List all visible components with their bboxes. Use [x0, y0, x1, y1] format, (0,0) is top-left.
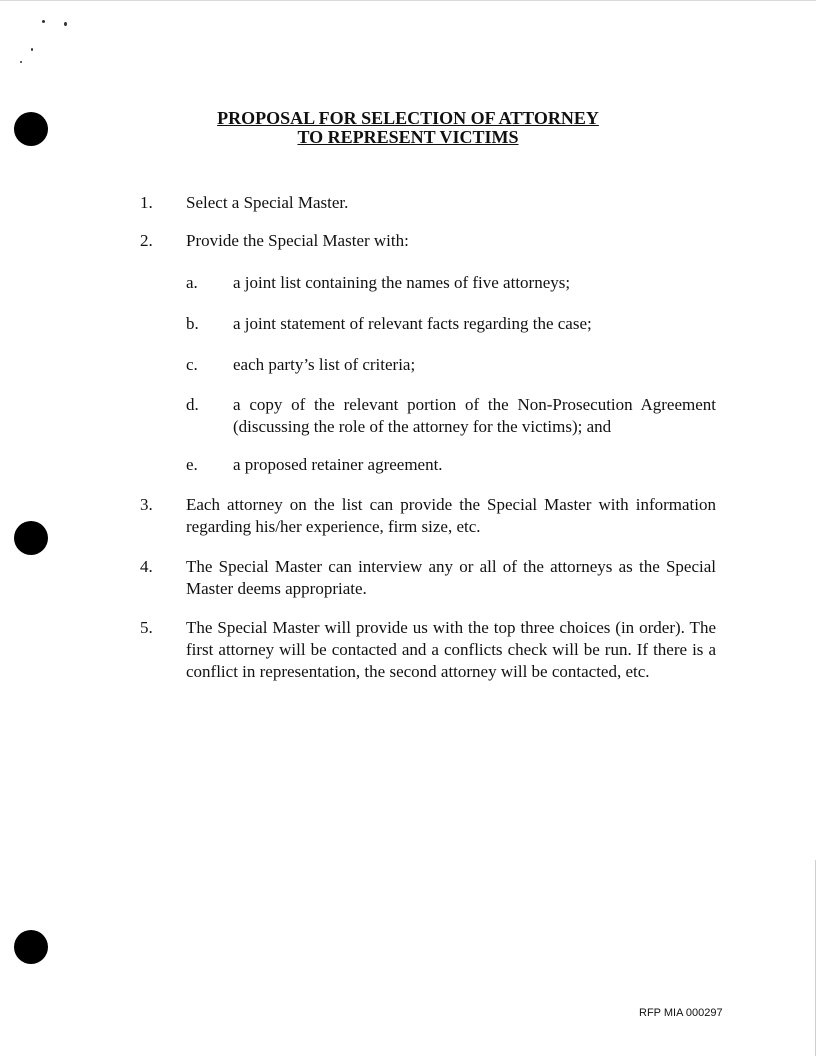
list-item-text: The Special Master will provide us with the top three choices (in order). The first attorney will be contacted and a conflicts check will be run. If there is a conflict in representation, the second attorney will be contacted, etc.: [186, 618, 716, 681]
scan-speck: [20, 61, 22, 63]
scan-speck: [42, 20, 45, 23]
sub-item-letter: e.: [186, 455, 198, 474]
sub-item-text: a proposed retainer agreement.: [233, 455, 443, 474]
document-title-line-2: TO REPRESENT VICTIMS: [297, 127, 519, 147]
sub-item-text: a copy of the relevant portion of the Non-Prosecution Agreement (discussing the role of the attorney for the victims); and: [233, 395, 716, 436]
sub-item-text: each party’s list of criteria;: [233, 355, 416, 374]
sub-item-letter: b.: [186, 314, 199, 333]
sub-item-letter: a.: [186, 273, 198, 292]
sub-item-text: a joint list containing the names of five attorneys;: [233, 273, 571, 292]
list-item-number: 4.: [140, 557, 153, 576]
list-item-text: The Special Master can interview any or all of the attorneys as the Special Master deems appropriate.: [186, 557, 716, 598]
punch-hole-middle: [14, 521, 48, 555]
scan-speck: [64, 22, 67, 26]
list-item-number: 3.: [140, 495, 153, 514]
list-item-number: 1.: [140, 193, 153, 212]
document-title-line-1: PROPOSAL FOR SELECTION OF ATTORNEY: [217, 108, 599, 128]
scan-top-edge: [0, 0, 816, 1]
list-item-text: Provide the Special Master with:: [186, 231, 409, 250]
bates-number: RFP MIA 000297: [639, 1007, 723, 1019]
punch-hole-bottom: [14, 930, 48, 964]
sub-item-text: a joint statement of relevant facts regarding the case;: [233, 314, 592, 333]
list-item-number: 5.: [140, 618, 153, 637]
list-item-number: 2.: [140, 231, 153, 250]
sub-item-letter: c.: [186, 355, 198, 374]
sub-item-letter: d.: [186, 395, 199, 414]
list-item-text: Each attorney on the list can provide the Special Master with information regarding his/her experience, firm size, etc.: [186, 495, 716, 536]
scan-speck: [31, 48, 33, 51]
list-item-text: Select a Special Master.: [186, 193, 349, 212]
